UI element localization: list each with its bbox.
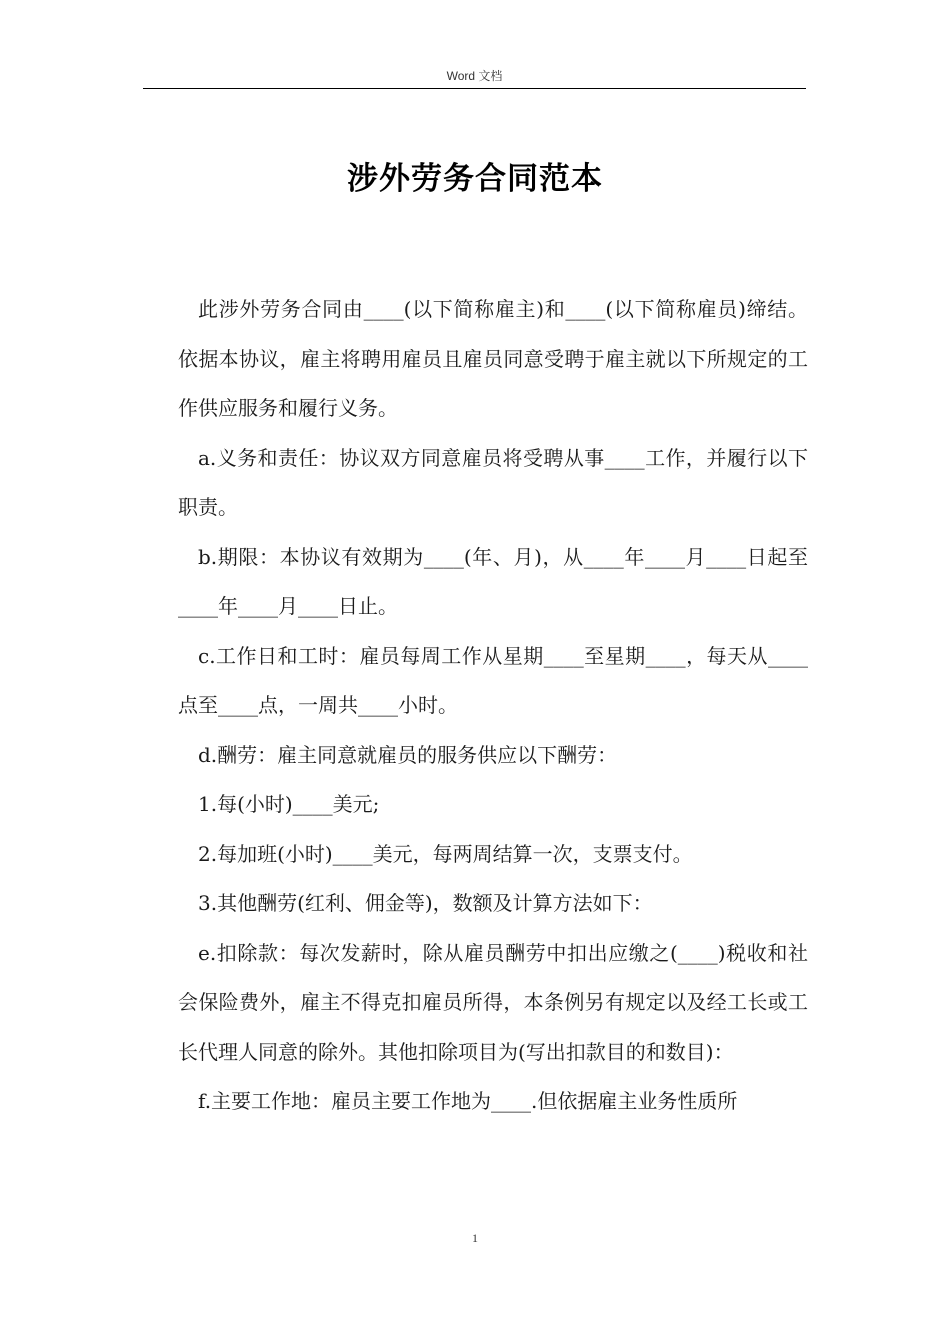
paragraph-b-term: b.期限：本协议有效期为____(年、月)，从____年____月____日起至____年____月____日止。 xyxy=(178,544,808,618)
paragraph-d3-other: 3.其他酬劳(红利、佣金等)，数额及计算方法如下： xyxy=(198,891,653,915)
header-text: Word 文档 xyxy=(446,69,503,83)
paragraph-e-deductions: e.扣除款：每次发薪时，除从雇员酬劳中扣出应缴之(____)税收和社会保险费外，雇主不得克扣雇员所得，本条例另有规定以及经工长或工长代理人同意的除外。其他扣除项目为(写出扣款目的和数目)： xyxy=(178,940,808,1064)
document-title: 涉外劳务合同范本 xyxy=(347,161,603,197)
page-header xyxy=(143,66,806,89)
paragraph-a-duties: a.义务和责任：协议双方同意雇员将受聘从事____工作，并履行以下职责。 xyxy=(178,445,808,519)
document-body xyxy=(178,285,808,1127)
paragraph-d1-hourly: 1.每(小时)____美元; xyxy=(198,792,380,816)
paragraph-d-remuneration: d.酬劳：雇主同意就雇员的服务供应以下酬劳： xyxy=(198,742,618,767)
paragraph-intro: 此涉外劳务合同由____(以下简称雇主)和____(以下简称雇员)缔结。依据本协议，雇主将聘用雇员且雇员同意受聘于雇主就以下所规定的工作供应服务和履行义务。 xyxy=(178,297,808,420)
paragraph-f-workplace: f.主要工作地：雇员主要工作地为____.但依据雇主业务性质所 xyxy=(198,1089,738,1113)
page-number: 1 xyxy=(472,1231,478,1245)
paragraph-c-hours: c.工作日和工时：雇员每周工作从星期____至星期____，每天从____点至____点，一周共____小时。 xyxy=(178,643,808,717)
paragraph-d2-overtime: 2.每加班(小时)____美元，每两周结算一次，支票支付。 xyxy=(198,841,693,866)
